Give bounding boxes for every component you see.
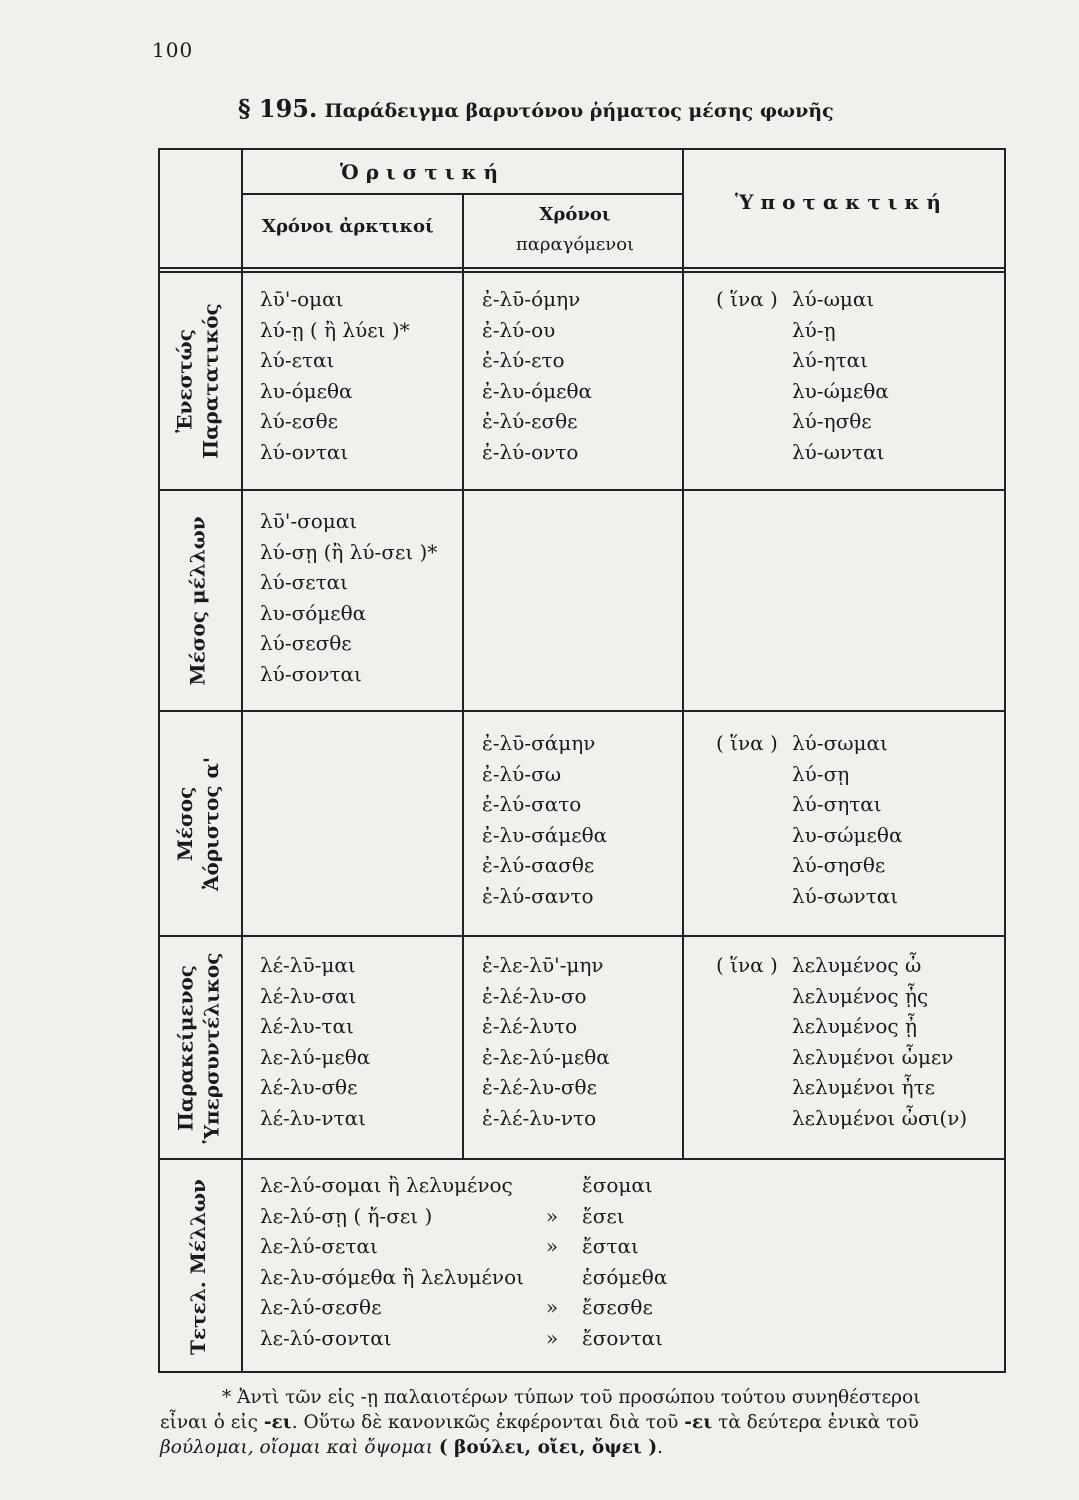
form-row: λελυμένος ᾖς [792,983,929,1008]
present-subjunctive-prefix: ( ἵνα ) [716,287,778,311]
form-row: λελυμένοι ἦτε [792,1075,936,1099]
form-row: ἐ-λέ-λυ-σθε [482,1075,597,1099]
aorist-subjunctive-prefix: ( ἵνα ) [716,731,778,755]
future-primary-forms [260,506,437,689]
form-row: ἐ-λύ-σαντο [482,883,594,908]
form-row: λύ-σωνται [792,883,899,908]
future-perfect-forms [260,1170,667,1353]
form-row: λέ-λῡ-μαι [260,953,356,977]
form-row: λε-λύ-μεθα [260,1044,371,1069]
form-row: ἐ-λύ-σασθε [482,853,595,877]
form-row: ἐ-λέ-λυτο [482,1014,578,1038]
label-present-imperfect: Ἐνεστώς Παρατατικός [173,303,223,459]
header-subjunctive: Ὑποτακτική [735,190,948,214]
form-row: ἐ-λε-λῡ'-μην [482,953,604,977]
form-row: λύ-ῃ [792,317,836,342]
divider-header-sub [241,193,684,195]
footnote-marker: * [222,1387,232,1408]
form-row: λῡ'-σομαι [260,509,358,533]
form-row: λύ-σηται [792,792,882,816]
form-row: ἐ-λε-λύ-μεθα [482,1044,610,1069]
form-row: λέ-λυ-ται [260,1014,354,1038]
form-row: ἐ-λύ-εσθε [482,409,578,433]
header-indicative: Ὁριστική [340,160,506,184]
form-row: ἐ-λύ-οντο [482,439,579,464]
perfect-subjunctive-forms [792,950,967,1133]
form-row: ἐ-λύ-ετο [482,348,565,372]
form-row: λελυμένοι ὦμεν [792,1044,954,1069]
form-row: ἐ-λυ-όμεθα [482,378,593,403]
header-secondary-tenses-2: παραγόμενοι [515,234,635,255]
form-row: λύ-ῃ ( ἢ λύει )* [260,317,410,342]
section-title: Παράδειγμα βαρυτόνου ῥήματος μέσης φωνῆς [324,100,834,122]
form-row: λυ-σώμεθα [792,822,903,847]
pluperfect-forms [482,950,610,1133]
section-heading [238,94,938,123]
form-row: λύ-ησθε [792,409,872,433]
form-row: ἐ-λέ-λυ-σο [482,983,587,1008]
footnote [160,1385,1005,1460]
label-future-perfect: Τετελ. Μέλλων [186,1178,210,1355]
aorist-secondary-forms [482,728,607,911]
form-row: λε-λύ-σονται » ἔσονται [260,1325,663,1350]
form-row: λύ-ηται [792,348,868,372]
form-row: λύ-σεσθε [260,631,352,655]
form-row: λέ-λυ-σαι [260,983,357,1008]
form-row: ἐ-λύ-ου [482,317,556,342]
divider-row-3 [160,935,1006,937]
form-row: λελυμένοι ὦσι(ν) [792,1105,968,1130]
form-row: λύ-σησθε [792,853,886,877]
label-middle-future: Μέσος μέλλων [186,515,211,686]
divider-label-column [241,150,243,1373]
footnote-text: εἶναι ὁ εἰς [160,1412,258,1433]
form-row: λύ-σῃ (ἢ λύ-σει )* [260,539,438,564]
header-primary-tenses: Χρόνοι ἀρκτικοί [262,216,434,237]
form-row: λυ-σόμεθα [260,600,367,625]
form-row: ἐ-λῡ-σάμην [482,731,596,755]
form-row: λε-λύ-σομαι ἢ λελυμένος ἔσομαι [260,1173,653,1197]
present-subjunctive-forms [792,284,889,467]
form-row: λέ-λυ-νται [260,1105,366,1130]
form-row: λελυμένος ᾖ [792,1014,917,1038]
form-row: λέ-λυ-σθε [260,1075,358,1099]
label-perfect-pluperfect: Παρακείμενος Ὑπερσυντέλικος [173,952,224,1143]
section-number: § 195. [238,94,318,123]
form-row: λύ-σωμαι [792,731,888,755]
form-row: λύ-σεται [260,570,349,594]
footnote-verbs: βούλομαι, οἴομαι καὶ ὄψομαι [160,1437,433,1458]
footnote-ending: -ει [684,1412,713,1433]
page-number: 100 [152,38,194,62]
form-row: λελυμένος ὦ [792,953,922,977]
label-middle-aorist: Μέσος Ἀόριστος α' [173,756,224,891]
form-row: λύ-ονται [260,439,349,464]
form-row: ἐ-λῡ-όμην [482,287,581,311]
form-row: λύ-σονται [260,661,362,686]
form-row: λῡ'-ομαι [260,287,344,311]
footnote-text: . Οὕτω δὲ κανονικῶς ἐκφέρονται διὰ τοῦ [291,1412,679,1433]
form-row: λύ-εσθε [260,409,339,433]
form-row: λύ-ωνται [792,439,885,464]
form-row: λύ-εται [260,348,335,372]
divider-row-1 [160,489,1006,491]
perfect-forms [260,950,370,1133]
footnote-text: τὰ δεύτερα ἑνικὰ τοῦ [718,1412,919,1433]
divider-header-body-double [160,271,1006,273]
footnote-text: Ἀντὶ τῶν εἰς -ῃ παλαιοτέρων τύπων τοῦ προσώπου τούτου συνηθέστεροι [237,1387,921,1408]
imperfect-forms [482,284,592,467]
form-row: λύ-ωμαι [792,287,875,311]
conjugation-table [158,148,1006,1373]
form-row: λε-λύ-σῃ ( ἤ-σει ) » ἔσει [260,1203,625,1228]
present-primary-forms [260,284,410,467]
divider-header-body [160,267,1006,269]
form-row: λε-λύ-σεται » ἔσται [260,1234,639,1258]
form-row: ἐ-λέ-λυ-ντο [482,1105,597,1130]
form-row: ἐ-λύ-σατο [482,792,582,816]
form-row: λε-λυ-σόμεθα ἢ λελυμένοι ἐσόμεθα [260,1264,668,1289]
aorist-subjunctive-forms [792,728,902,911]
divider-primary-secondary [462,195,464,1160]
form-row: λυ-ώμεθα [792,378,889,403]
form-row: λύ-σῃ [792,761,850,786]
form-row: ἐ-λύ-σω [482,761,562,786]
divider-row-2 [160,710,1006,712]
footnote-forms: ( βούλει, οἴει, ὄψει ) [438,1437,658,1458]
divider-indicative-subjunctive [682,150,684,1160]
form-row: λυ-όμεθα [260,378,353,403]
form-row: ἐ-λυ-σάμεθα [482,822,608,847]
footnote-end: . [657,1437,663,1458]
form-row: λε-λύ-σεσθε » ἔσεσθε [260,1295,653,1319]
footnote-ending: -ει [263,1412,292,1433]
header-secondary-tenses: Χρόνοι [539,204,611,225]
perfect-subjunctive-prefix: ( ἵνα ) [716,953,778,977]
divider-row-4 [160,1158,1006,1160]
